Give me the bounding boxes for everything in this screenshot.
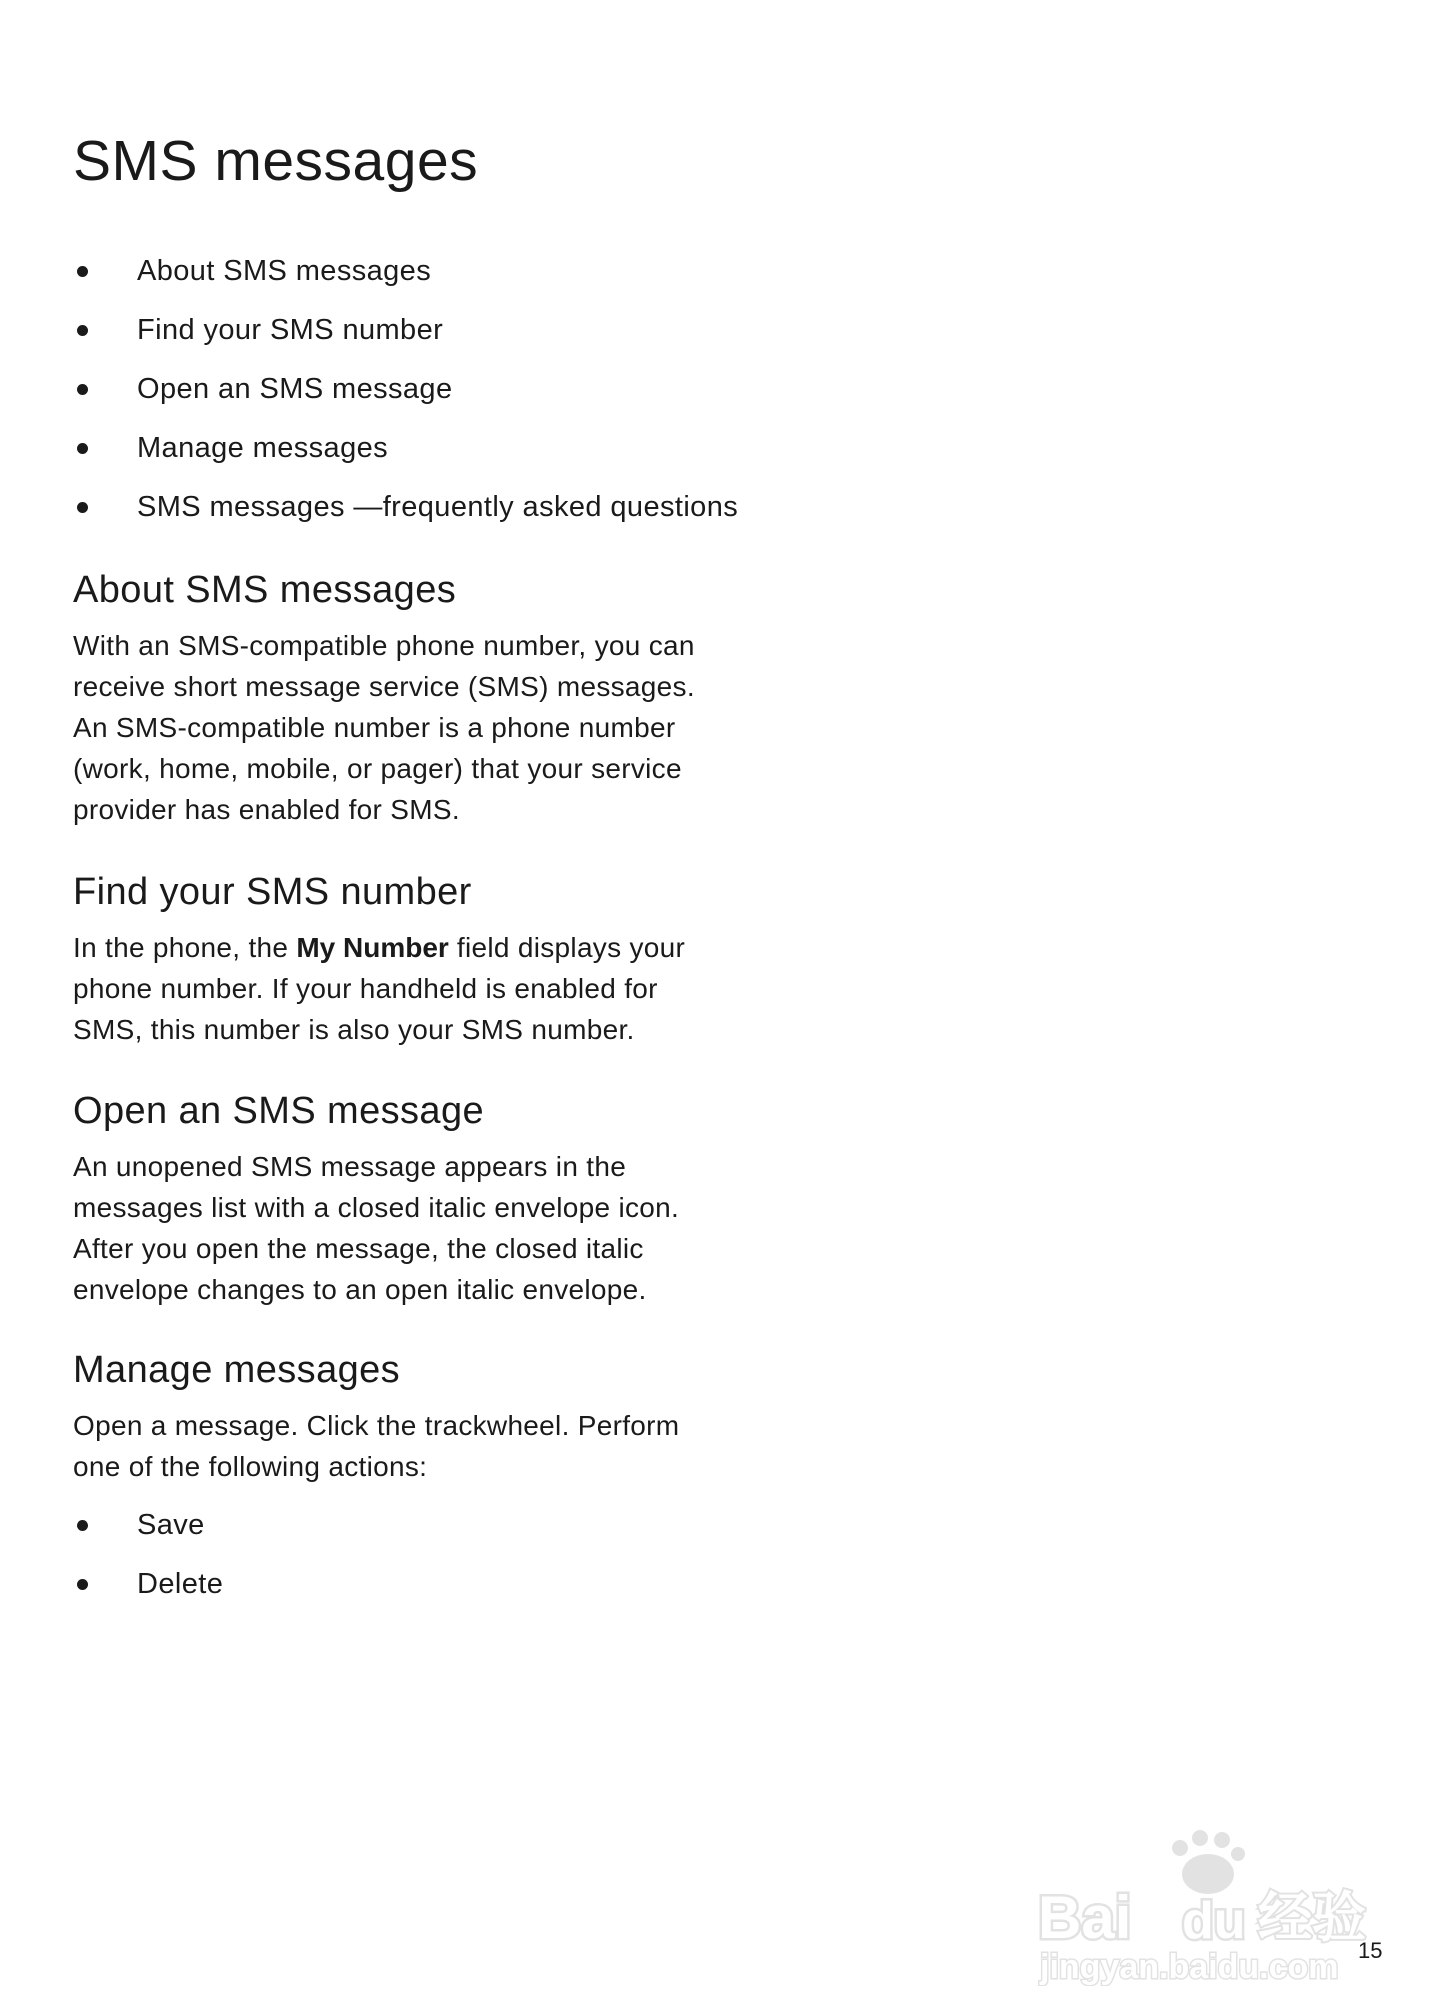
section-manage-messages xyxy=(73,1348,713,1487)
list-item xyxy=(73,1510,773,1569)
toc-item[interactable] xyxy=(73,492,773,551)
list-item xyxy=(73,1569,773,1628)
toc-item-label: About SMS messages xyxy=(137,255,432,287)
section-body: An unopened SMS message appears in the messages list with a closed italic envelope icon. After you open the message, the closed italic envelope changes to an open italic envelope. xyxy=(73,1151,680,1305)
paw-logo-icon xyxy=(1172,1830,1245,1894)
section-heading: About SMS messages xyxy=(73,569,457,611)
bullet-icon xyxy=(77,384,88,395)
toc-item-label: Manage messages xyxy=(137,432,389,464)
section-find-sms-number xyxy=(73,870,713,1050)
page-title: SMS messages xyxy=(73,129,479,193)
section-body: With an SMS-compatible phone number, you can receive short message service (SMS) messages. An SMS-compatible number is a phone number (work, home, mobile, or pager) that your service provider has enabled for SMS. xyxy=(73,630,695,825)
toc-item-label: Open an SMS message xyxy=(137,373,453,405)
watermark-url: jingyan.baidu.com xyxy=(1040,1948,1339,1986)
field-name: My Number xyxy=(296,932,449,963)
baidu-watermark xyxy=(1030,1826,1390,1986)
toc-item-label: SMS messages —frequently asked questions xyxy=(137,491,739,523)
toc-item[interactable] xyxy=(73,374,773,433)
bullet-icon xyxy=(77,443,88,454)
bullet-icon xyxy=(77,266,88,277)
body-text: field displays your phone number. If your handheld is enabled for SMS, this number is also your SMS number. xyxy=(73,932,686,1045)
toc-item[interactable] xyxy=(73,433,773,492)
section-heading: Find your SMS number xyxy=(73,871,472,913)
table-of-contents xyxy=(73,256,773,551)
toc-item[interactable] xyxy=(73,256,773,315)
section-body xyxy=(73,927,713,1050)
section-body: Open a message. Click the trackwheel. Perform one of the following actions: xyxy=(73,1410,680,1482)
bullet-icon xyxy=(77,502,88,513)
body-text: In the phone, the xyxy=(73,932,297,963)
action-list xyxy=(73,1510,773,1628)
section-heading: Manage messages xyxy=(73,1349,401,1391)
section-about-sms xyxy=(73,568,713,830)
action-label: Delete xyxy=(137,1568,224,1600)
watermark-brand-cn: 经验 xyxy=(1258,1886,1366,1949)
bullet-icon xyxy=(77,1579,88,1590)
toc-item[interactable] xyxy=(73,315,773,374)
watermark-brand: Bai xyxy=(1038,1884,1132,1951)
watermark-brand-du: du xyxy=(1182,1892,1246,1950)
bullet-icon xyxy=(77,325,88,336)
section-heading: Open an SMS message xyxy=(73,1090,485,1132)
page-number: 15 xyxy=(1358,1938,1383,1963)
bullet-icon xyxy=(77,1520,88,1531)
action-label: Save xyxy=(137,1509,205,1541)
toc-item-label: Find your SMS number xyxy=(137,314,444,346)
section-open-sms-message xyxy=(73,1089,713,1310)
